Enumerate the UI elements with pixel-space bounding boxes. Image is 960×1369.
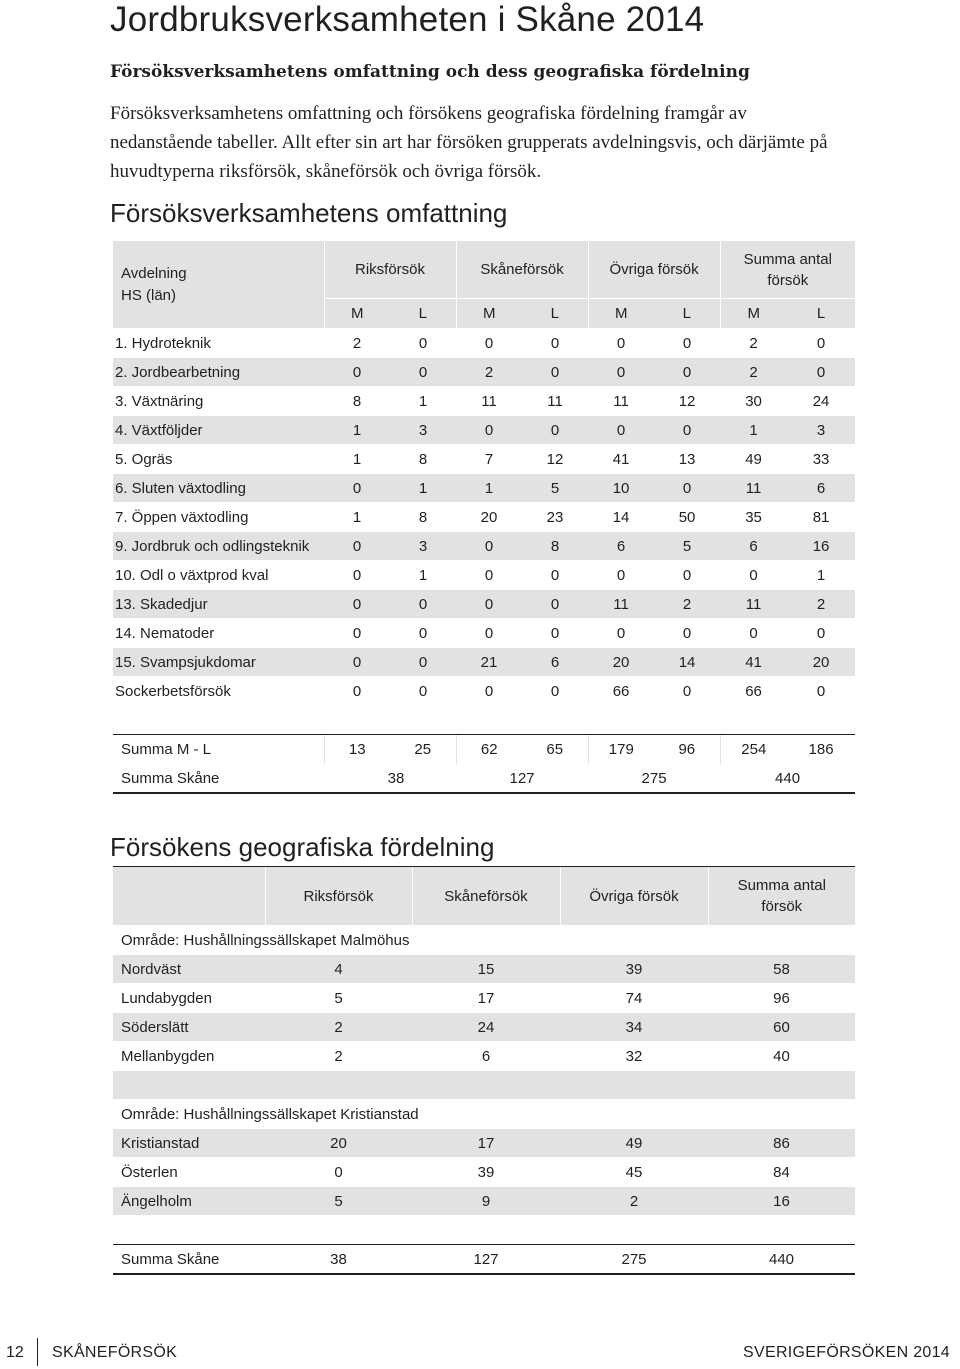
table-row — [113, 1042, 855, 1071]
subheader-m: M — [456, 299, 522, 329]
cell-value: 6 — [588, 532, 654, 561]
cell-value: 13 — [324, 735, 390, 764]
cell-value: 0 — [720, 619, 787, 648]
cell-value: 11 — [720, 590, 787, 619]
cell-value: 0 — [787, 329, 855, 358]
cell-value: 2 — [787, 590, 855, 619]
table-row — [113, 1187, 855, 1216]
cell-value: 84 — [708, 1158, 855, 1187]
cell-value: 0 — [787, 358, 855, 387]
page-number: 12 — [6, 1344, 24, 1361]
table-row — [113, 984, 855, 1013]
cell-value: 0 — [654, 329, 720, 358]
cell-value: 8 — [522, 532, 588, 561]
cell-value: 8 — [390, 503, 456, 532]
table-row — [113, 648, 855, 677]
cell-value: 50 — [654, 503, 720, 532]
cell-value: 275 — [588, 764, 720, 794]
row-label: 13. Skadedjur — [113, 590, 324, 619]
cell-value: 12 — [522, 445, 588, 474]
table-row — [113, 955, 855, 984]
cell-value: 7 — [456, 445, 522, 474]
header-summa-antal — [708, 867, 855, 926]
table-header-row — [113, 241, 855, 299]
cell-value: 14 — [588, 503, 654, 532]
cell-value: 0 — [456, 590, 522, 619]
table2-title: Försökens geografiska fördelning — [110, 832, 495, 862]
header-summa-line1: Summa antal — [743, 250, 832, 268]
cell-value: 1 — [787, 561, 855, 590]
cell-value: 0 — [456, 619, 522, 648]
cell-value: 2 — [720, 358, 787, 387]
cell-value: 0 — [588, 561, 654, 590]
cell-value: 1 — [324, 503, 390, 532]
cell-value: 49 — [560, 1129, 708, 1158]
cell-value: 20 — [456, 503, 522, 532]
cell-value: 3 — [390, 416, 456, 445]
table1-title: Försöksverksamhetens omfattning — [110, 198, 508, 228]
cell-value: 58 — [708, 955, 855, 984]
row-label: 15. Svampsjukdomar — [113, 648, 324, 677]
table-row — [113, 1129, 855, 1158]
subheader-m: M — [324, 299, 390, 329]
cell-value: 15 — [412, 955, 560, 984]
row-label: 14. Nematoder — [113, 619, 324, 648]
subheader-l: L — [390, 299, 456, 329]
row-label: Summa Skåne — [113, 1245, 265, 1275]
cell-value: 66 — [588, 677, 654, 706]
area-label: Område: Hushållningssällskapet Malmöhus — [113, 926, 855, 955]
cell-value: 2 — [560, 1187, 708, 1216]
cell-value: 0 — [390, 619, 456, 648]
cell-value: 1 — [390, 474, 456, 503]
cell-value: 0 — [324, 648, 390, 677]
row-label: Ängelholm — [113, 1187, 265, 1216]
cell-value: 3 — [390, 532, 456, 561]
cell-value: 0 — [324, 619, 390, 648]
footer-divider — [37, 1338, 38, 1366]
cell-value: 0 — [324, 561, 390, 590]
cell-value: 10 — [588, 474, 654, 503]
cell-value: 38 — [324, 764, 456, 794]
cell-value: 1 — [720, 416, 787, 445]
header-summa-line2: försök — [767, 271, 809, 289]
row-label: 3. Växtnäring — [113, 387, 324, 416]
cell-value: 0 — [654, 358, 720, 387]
cell-value: 24 — [412, 1013, 560, 1042]
cell-value: 11 — [588, 590, 654, 619]
cell-value: 440 — [720, 764, 855, 794]
cell-value: 5 — [654, 532, 720, 561]
cell-value: 39 — [412, 1158, 560, 1187]
row-label: Kristianstad — [113, 1129, 265, 1158]
row-label: 6. Sluten växtodling — [113, 474, 324, 503]
cell-value: 60 — [708, 1013, 855, 1042]
cell-value: 127 — [412, 1245, 560, 1275]
subheader-m: M — [588, 299, 654, 329]
cell-value: 0 — [522, 329, 588, 358]
cell-value: 0 — [522, 561, 588, 590]
cell-value: 17 — [412, 984, 560, 1013]
cell-value: 66 — [720, 677, 787, 706]
cell-value: 24 — [787, 387, 855, 416]
row-label: 7. Öppen växtodling — [113, 503, 324, 532]
header-ovriga-forsok: Övriga försök — [588, 241, 720, 299]
cell-value: 45 — [560, 1158, 708, 1187]
spacer-row — [113, 706, 855, 735]
cell-value: 16 — [708, 1187, 855, 1216]
cell-value: 0 — [456, 561, 522, 590]
cell-value: 254 — [720, 735, 787, 764]
cell-value: 14 — [654, 648, 720, 677]
cell-value: 11 — [522, 387, 588, 416]
row-label: Österlen — [113, 1158, 265, 1187]
row-label: 2. Jordbearbetning — [113, 358, 324, 387]
summa-skane-row — [113, 1245, 855, 1275]
cell-value: 0 — [522, 590, 588, 619]
header-skaneforsok: Skåneförsök — [412, 867, 560, 926]
cell-value: 2 — [324, 329, 390, 358]
page-title: Jordbruksverksamheten i Skåne 2014 — [110, 0, 705, 39]
cell-value: 2 — [265, 1042, 412, 1071]
cell-value: 0 — [588, 416, 654, 445]
cell-value: 0 — [654, 416, 720, 445]
header-label-line2: HS (län) — [121, 287, 177, 304]
cell-value: 23 — [522, 503, 588, 532]
table-row — [113, 445, 855, 474]
spacer-row — [113, 1216, 855, 1245]
cell-value: 8 — [324, 387, 390, 416]
table-row — [113, 619, 855, 648]
cell-value: 1 — [456, 474, 522, 503]
cell-value: 20 — [588, 648, 654, 677]
cell-value: 5 — [265, 984, 412, 1013]
cell-value: 17 — [412, 1129, 560, 1158]
cell-value: 0 — [456, 532, 522, 561]
cell-value: 9 — [412, 1187, 560, 1216]
cell-value: 6 — [522, 648, 588, 677]
cell-value: 0 — [522, 619, 588, 648]
cell-value: 32 — [560, 1042, 708, 1071]
cell-value: 2 — [456, 358, 522, 387]
cell-value: 0 — [324, 677, 390, 706]
cell-value: 0 — [522, 677, 588, 706]
geography-table — [113, 866, 855, 1275]
row-label: Mellanbygden — [113, 1042, 265, 1071]
cell-value: 5 — [265, 1187, 412, 1216]
cell-value: 0 — [654, 561, 720, 590]
cell-value: 96 — [654, 735, 720, 764]
row-label: Summa M - L — [113, 735, 324, 764]
cell-value: 0 — [588, 329, 654, 358]
cell-value: 62 — [456, 735, 522, 764]
area-row — [113, 1100, 855, 1129]
table-row — [113, 387, 855, 416]
row-label: Sockerbetsförsök — [113, 677, 324, 706]
cell-value: 6 — [787, 474, 855, 503]
subheader-l: L — [522, 299, 588, 329]
cell-value: 5 — [522, 474, 588, 503]
cell-value: 12 — [654, 387, 720, 416]
cell-value: 0 — [390, 677, 456, 706]
cell-value: 0 — [265, 1158, 412, 1187]
summa-skane-row — [113, 764, 855, 794]
cell-value: 30 — [720, 387, 787, 416]
cell-value: 440 — [708, 1245, 855, 1275]
row-label: 10. Odl o växtprod kval — [113, 561, 324, 590]
cell-value: 0 — [324, 590, 390, 619]
subheader-m: M — [720, 299, 787, 329]
cell-value: 65 — [522, 735, 588, 764]
row-label: Nordväst — [113, 955, 265, 984]
cell-value: 0 — [456, 416, 522, 445]
cell-value: 25 — [390, 735, 456, 764]
cell-value: 0 — [390, 358, 456, 387]
cell-value: 0 — [787, 677, 855, 706]
footer-left-title: SKÅNEFÖRSÖK — [52, 1344, 178, 1361]
cell-value: 49 — [720, 445, 787, 474]
row-label: 9. Jordbruk och odlingsteknik — [113, 532, 324, 561]
cell-value: 6 — [720, 532, 787, 561]
cell-value: 0 — [456, 329, 522, 358]
table-row — [113, 532, 855, 561]
table-row — [113, 474, 855, 503]
subheader-l: L — [654, 299, 720, 329]
cell-value: 13 — [654, 445, 720, 474]
row-label: Lundabygden — [113, 984, 265, 1013]
section-subheading: Försöksverksamhetens omfattning och dess geografiska fördelning — [110, 62, 750, 82]
cell-value: 74 — [560, 984, 708, 1013]
cell-value: 11 — [456, 387, 522, 416]
cell-value: 1 — [390, 561, 456, 590]
header-riksforsok: Riksförsök — [265, 867, 412, 926]
cell-value: 0 — [324, 358, 390, 387]
cell-value: 11 — [720, 474, 787, 503]
cell-value: 179 — [588, 735, 654, 764]
header-ovriga-forsok: Övriga försök — [560, 867, 708, 926]
header-riksforsok: Riksförsök — [324, 241, 456, 299]
cell-value: 0 — [654, 677, 720, 706]
cell-value: 41 — [720, 648, 787, 677]
cell-value: 0 — [654, 474, 720, 503]
cell-value: 0 — [522, 358, 588, 387]
table-row — [113, 677, 855, 706]
cell-value: 4 — [265, 955, 412, 984]
cell-value: 0 — [588, 358, 654, 387]
cell-value: 1 — [324, 416, 390, 445]
cell-value: 11 — [588, 387, 654, 416]
cell-value: 33 — [787, 445, 855, 474]
cell-value: 0 — [654, 619, 720, 648]
header-label-line1: Avdelning — [121, 265, 187, 282]
cell-value: 2 — [720, 329, 787, 358]
table-row — [113, 561, 855, 590]
cell-value: 34 — [560, 1013, 708, 1042]
cell-value: 96 — [708, 984, 855, 1013]
cell-value: 127 — [456, 764, 588, 794]
cell-value: 81 — [787, 503, 855, 532]
intro-paragraph: Försöksverksamhetens omfattning och försökens geografiska fördelning framgår av nedanstående tabeller. Allt efter sin art har försöken grupperats avdelningsvis, och därjämte på huvudtyperna riksförsök, skåneförsök och övriga försök. — [110, 103, 828, 182]
header-avdelning — [113, 241, 324, 329]
area-label: Område: Hushållningssällskapet Kristianstad — [113, 1100, 855, 1129]
cell-value: 41 — [588, 445, 654, 474]
row-label: Söderslätt — [113, 1013, 265, 1042]
cell-value: 275 — [560, 1245, 708, 1275]
cell-value: 2 — [654, 590, 720, 619]
table-row — [113, 416, 855, 445]
cell-value: 1 — [390, 387, 456, 416]
header-summa-antal — [720, 241, 855, 299]
cell-value: 6 — [412, 1042, 560, 1071]
row-label: 1. Hydroteknik — [113, 329, 324, 358]
table-row — [113, 1013, 855, 1042]
cell-value: 0 — [390, 329, 456, 358]
cell-value: 86 — [708, 1129, 855, 1158]
header-summa-line1: Summa antal — [737, 877, 826, 894]
cell-value: 3 — [787, 416, 855, 445]
page-footer — [0, 1338, 960, 1368]
summa-ml-row — [113, 735, 855, 764]
cell-value: 21 — [456, 648, 522, 677]
scope-table — [113, 241, 855, 794]
cell-value: 35 — [720, 503, 787, 532]
cell-value: 0 — [522, 416, 588, 445]
cell-value: 20 — [787, 648, 855, 677]
header-summa-line2: försök — [761, 898, 803, 915]
cell-value: 8 — [390, 445, 456, 474]
cell-value: 0 — [456, 677, 522, 706]
cell-value: 0 — [588, 619, 654, 648]
cell-value: 0 — [787, 619, 855, 648]
table-header-row — [113, 867, 855, 926]
table-row — [113, 329, 855, 358]
table-row — [113, 358, 855, 387]
subheader-l: L — [787, 299, 855, 329]
table-row — [113, 503, 855, 532]
row-label: 4. Växtföljder — [113, 416, 324, 445]
cell-value: 16 — [787, 532, 855, 561]
table-row — [113, 590, 855, 619]
cell-value: 186 — [787, 735, 855, 764]
spacer-row — [113, 1071, 855, 1100]
table-row — [113, 1158, 855, 1187]
header-skaneforsok: Skåneförsök — [456, 241, 588, 299]
footer-right-title: SVERIGEFÖRSÖKEN 2014 — [743, 1344, 950, 1361]
cell-value: 38 — [265, 1245, 412, 1275]
cell-value: 0 — [720, 561, 787, 590]
cell-value: 20 — [265, 1129, 412, 1158]
row-label: Summa Skåne — [113, 764, 324, 794]
cell-value: 40 — [708, 1042, 855, 1071]
area-row — [113, 926, 855, 955]
cell-value: 2 — [265, 1013, 412, 1042]
cell-value: 0 — [390, 590, 456, 619]
cell-value: 0 — [324, 532, 390, 561]
cell-value: 0 — [324, 474, 390, 503]
cell-value: 0 — [390, 648, 456, 677]
header-empty — [113, 867, 265, 926]
cell-value: 1 — [324, 445, 390, 474]
row-label: 5. Ogräs — [113, 445, 324, 474]
cell-value: 39 — [560, 955, 708, 984]
